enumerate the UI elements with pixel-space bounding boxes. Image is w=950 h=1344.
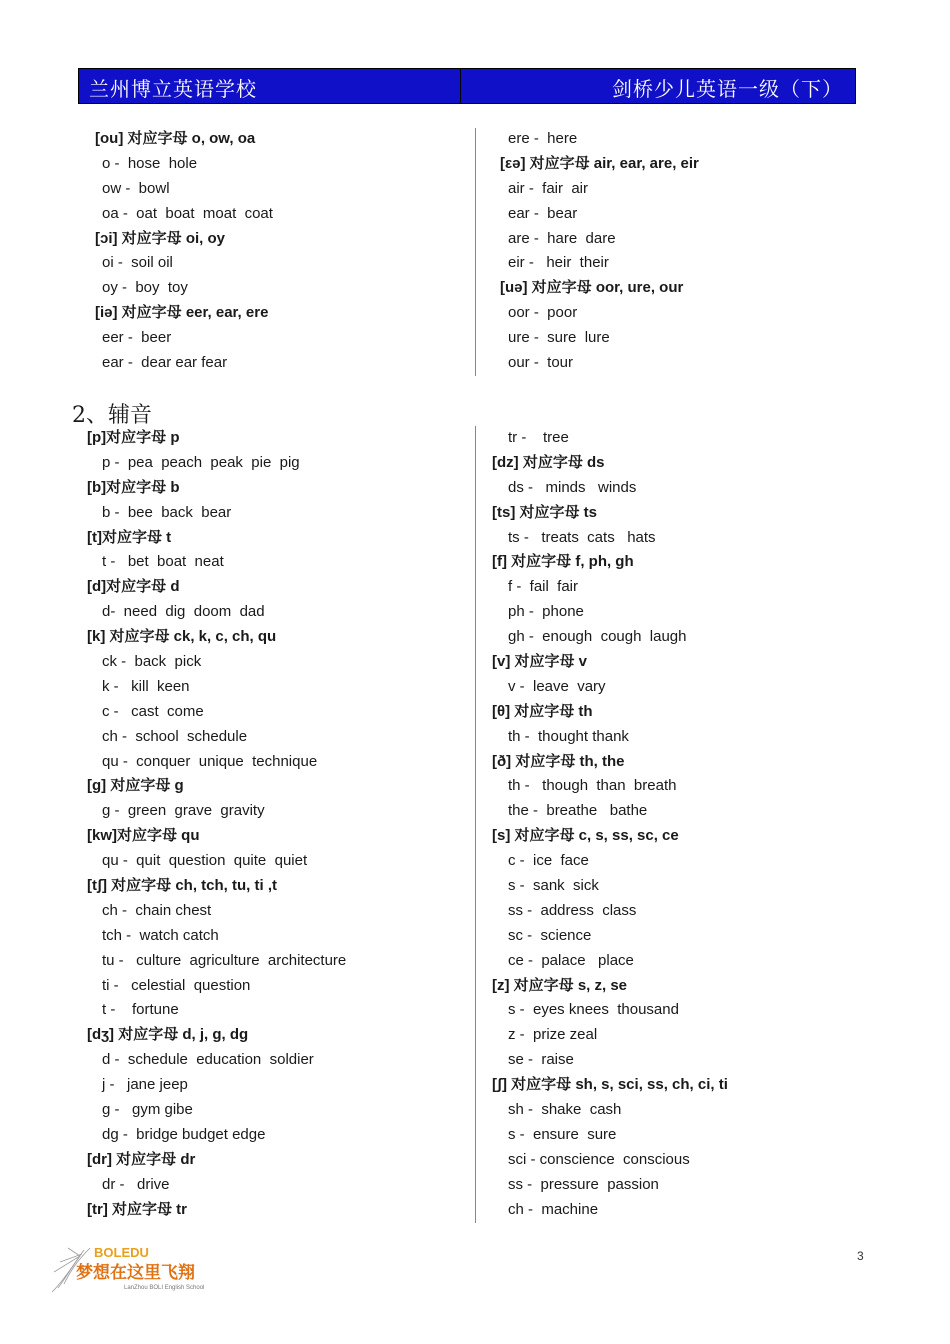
example-line: the - breathe bathe bbox=[508, 802, 648, 820]
example-line: tu - culture agriculture architecture bbox=[102, 951, 347, 969]
example-line: g - green grave gravity bbox=[102, 802, 265, 820]
column-divider-top bbox=[475, 128, 476, 376]
phoneme-heading: [k] 对应字母 ck, k, c, ch, qu bbox=[87, 628, 277, 646]
phoneme-heading: [b]对应字母 b bbox=[87, 478, 180, 496]
page-header bbox=[78, 68, 856, 104]
example-line: sci - conscience conscious bbox=[508, 1150, 690, 1168]
example-line: ear - dear ear fear bbox=[102, 354, 228, 372]
logo-subtitle: LanZhou BOLI English School bbox=[124, 1285, 205, 1291]
example-line: ere - here bbox=[508, 130, 578, 147]
phoneme-heading: [tr] 对应字母 tr bbox=[87, 1200, 187, 1218]
consonant-column-left bbox=[87, 426, 346, 1223]
example-line: th - thought thank bbox=[508, 727, 629, 745]
example-line: ear - bear bbox=[508, 204, 578, 222]
phoneme-heading: [ɔi] 对应字母 oi, oy bbox=[95, 229, 226, 247]
example-line: gh - enough cough laugh bbox=[508, 628, 687, 646]
page-number: 3 bbox=[857, 1249, 864, 1263]
phoneme-heading: [dz] 对应字母 ds bbox=[492, 453, 605, 471]
example-line: ch - school schedule bbox=[102, 727, 248, 745]
example-line: eer - beer bbox=[102, 329, 172, 347]
example-line: dr - drive bbox=[102, 1175, 170, 1193]
example-line: tr - tree bbox=[508, 429, 569, 446]
example-line: oa - oat boat moat coat bbox=[102, 204, 273, 222]
school-name: 兰州博立英语学校 bbox=[89, 77, 257, 101]
example-line: eir - heir their bbox=[508, 254, 609, 272]
example-line: ch - chain chest bbox=[102, 901, 212, 919]
example-line: c - ice face bbox=[508, 852, 589, 870]
section-title-consonants: 2、辅音 bbox=[72, 403, 152, 428]
vowel-column-right bbox=[500, 127, 699, 376]
example-line: are - hare dare bbox=[508, 229, 616, 247]
header-divider bbox=[460, 69, 461, 103]
example-line: ce - palace place bbox=[508, 951, 634, 969]
example-line: ph - phone bbox=[508, 603, 584, 621]
example-line: ts - treats cats hats bbox=[508, 528, 656, 546]
phoneme-heading: [s] 对应字母 c, s, ss, sc, ce bbox=[492, 827, 679, 845]
phoneme-heading: [tʃ] 对应字母 ch, tch, tu, ti ,t bbox=[87, 877, 277, 895]
example-line: s - eyes knees thousand bbox=[508, 1001, 679, 1019]
example-line: qu - conquer unique technique bbox=[102, 752, 318, 770]
phoneme-heading: [p]对应字母 p bbox=[87, 429, 180, 446]
phoneme-heading: [iə] 对应字母 eer, ear, ere bbox=[95, 304, 269, 322]
phoneme-heading: [ts] 对应字母 ts bbox=[492, 503, 598, 521]
example-line: g - gym gibe bbox=[102, 1101, 193, 1119]
phoneme-heading: [ʃ] 对应字母 sh, s, sci, ss, ch, ci, ti bbox=[492, 1076, 728, 1094]
example-line: s - ensure sure bbox=[508, 1125, 617, 1143]
example-line: j - jane jeep bbox=[102, 1076, 188, 1094]
example-line: tch - watch catch bbox=[102, 926, 219, 944]
example-line: ure - sure lure bbox=[508, 329, 610, 347]
example-line: sc - science bbox=[508, 926, 592, 944]
phoneme-heading: [g] 对应字母 g bbox=[87, 777, 184, 795]
phoneme-heading: [θ] 对应字母 th bbox=[492, 702, 593, 720]
example-line: t - bet boat neat bbox=[102, 553, 224, 571]
phoneme-heading: [εə] 对应字母 air, ear, are, eir bbox=[500, 154, 699, 172]
example-line: v - leave vary bbox=[508, 677, 606, 695]
example-line: se - raise bbox=[508, 1051, 574, 1069]
phoneme-heading: [v] 对应字母 v bbox=[492, 653, 588, 671]
phoneme-heading: [uə] 对应字母 oor, ure, our bbox=[500, 279, 684, 297]
example-line: sh - shake cash bbox=[508, 1101, 622, 1119]
example-line: ss - pressure passion bbox=[508, 1175, 659, 1193]
example-line: p - pea peach peak pie pig bbox=[102, 453, 300, 471]
phoneme-heading: [dr] 对应字母 dr bbox=[87, 1150, 196, 1168]
consonant-column-right bbox=[492, 426, 728, 1223]
phoneme-heading: [z] 对应字母 s, z, se bbox=[492, 976, 628, 994]
course-title: 剑桥少儿英语一级（下） bbox=[612, 77, 843, 101]
example-line: ds - minds winds bbox=[508, 478, 637, 496]
example-line: c - cast come bbox=[102, 702, 204, 720]
example-line: oi - soil oil bbox=[102, 254, 173, 272]
example-line: oor - poor bbox=[508, 304, 578, 322]
phoneme-heading: [ou] 对应字母 o, ow, oa bbox=[95, 130, 256, 147]
example-line: air - fair air bbox=[508, 179, 589, 197]
example-line: d - schedule education soldier bbox=[102, 1051, 314, 1069]
phoneme-heading: [f] 对应字母 f, ph, gh bbox=[492, 553, 634, 571]
example-line: our - tour bbox=[508, 354, 574, 372]
example-line: z - prize zeal bbox=[508, 1026, 598, 1044]
example-line: b - bee back bear bbox=[102, 503, 232, 521]
example-line: qu - quit question quite quiet bbox=[102, 852, 308, 870]
column-divider-bottom bbox=[475, 426, 476, 1223]
phoneme-heading: [t]对应字母 t bbox=[87, 528, 172, 546]
logo-slogan: 梦想在这里飞翔 bbox=[76, 1263, 195, 1283]
example-line: d- need dig doom dad bbox=[102, 603, 265, 621]
phoneme-heading: [kw]对应字母 qu bbox=[87, 827, 200, 845]
example-line: ss - address class bbox=[508, 901, 637, 919]
example-line: t - fortune bbox=[102, 1001, 179, 1019]
example-line: th - though than breath bbox=[508, 777, 677, 795]
school-logo bbox=[50, 1242, 230, 1294]
example-line: oy - boy toy bbox=[102, 279, 188, 297]
phoneme-heading: [dʒ] 对应字母 d, j, g, dg bbox=[87, 1026, 249, 1044]
example-line: k - kill keen bbox=[102, 677, 190, 695]
phoneme-heading: [ð] 对应字母 th, the bbox=[492, 752, 625, 770]
example-line: f - fail fair bbox=[508, 578, 579, 596]
phoneme-heading: [d]对应字母 d bbox=[87, 578, 180, 596]
example-line: ck - back pick bbox=[102, 653, 202, 671]
example-line: o - hose hole bbox=[102, 154, 198, 172]
example-line: ti - celestial question bbox=[102, 976, 251, 994]
example-line: ow - bowl bbox=[102, 179, 170, 197]
vowel-column-left bbox=[95, 127, 273, 376]
example-line: s - sank sick bbox=[508, 877, 599, 895]
example-line: dg - bridge budget edge bbox=[102, 1125, 266, 1143]
logo-brand: BOLEDU bbox=[94, 1245, 149, 1260]
example-line: ch - machine bbox=[508, 1200, 599, 1218]
